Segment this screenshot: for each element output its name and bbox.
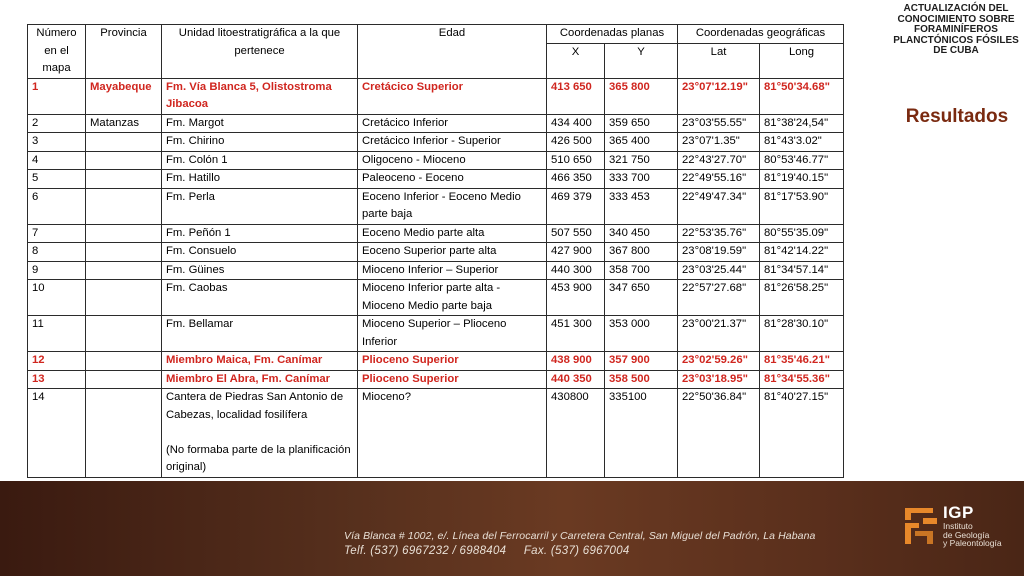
col-header-numero: Número en el mapa <box>28 25 86 79</box>
cell-long: 80°55'35.09" <box>760 224 844 243</box>
col-header-long: Long <box>760 43 844 78</box>
cell-y: 333 453 <box>605 188 678 224</box>
cell-unit: Fm. Vía Blanca 5, Olistostroma Jibacoa <box>162 78 358 114</box>
cell-y: 333 700 <box>605 170 678 189</box>
cell-y: 358 500 <box>605 370 678 389</box>
cell-num: 3 <box>28 133 86 152</box>
table-row <box>28 261 844 280</box>
cell-x: 453 900 <box>547 280 605 316</box>
footer-fax: Fax. (537) 6967004 <box>523 545 630 557</box>
cell-lat: 23°07'12.19" <box>678 78 760 114</box>
cell-x: 434 400 <box>547 114 605 133</box>
cell-y: 367 800 <box>605 243 678 262</box>
cell-edad: Eoceno Medio parte alta <box>358 224 547 243</box>
table-row <box>28 133 844 152</box>
cell-unit: Fm. Güines <box>162 261 358 280</box>
cell-prov <box>86 389 162 478</box>
cell-edad: Cretácico Superior <box>358 78 547 114</box>
table-row <box>28 243 844 262</box>
cell-long: 81°26'58.25" <box>760 280 844 316</box>
cell-x: 466 350 <box>547 170 605 189</box>
cell-edad: Cretácico Inferior <box>358 114 547 133</box>
cell-long: 81°40'27.15" <box>760 389 844 478</box>
cell-long: 81°42'14.22" <box>760 243 844 262</box>
table-row <box>28 114 844 133</box>
table-row <box>28 170 844 189</box>
cell-edad: Plioceno Superior <box>358 352 547 371</box>
cell-lat: 22°57'27.68" <box>678 280 760 316</box>
table-row <box>28 280 844 316</box>
cell-prov <box>86 188 162 224</box>
cell-lat: 23°07'1.35" <box>678 133 760 152</box>
logo-sub-line: y Paleontología <box>943 538 1002 548</box>
col-header-coord-geo: Coordenadas geográficas <box>678 25 844 44</box>
cell-long: 81°17'53.90" <box>760 188 844 224</box>
cell-x: 430800 <box>547 389 605 478</box>
table-row <box>28 370 844 389</box>
cell-num: 2 <box>28 114 86 133</box>
cell-prov <box>86 316 162 352</box>
cell-long: 81°34'55.36" <box>760 370 844 389</box>
cell-long: 81°38'24,54" <box>760 114 844 133</box>
cell-x: 427 900 <box>547 243 605 262</box>
cell-x: 451 300 <box>547 316 605 352</box>
cell-edad: Mioceno Inferior – Superior <box>358 261 547 280</box>
cell-edad: Plioceno Superior <box>358 370 547 389</box>
cell-y: 365 800 <box>605 78 678 114</box>
cell-lat: 23°03'25.44" <box>678 261 760 280</box>
cell-x: 426 500 <box>547 133 605 152</box>
cell-unit: Fm. Colón 1 <box>162 151 358 170</box>
cell-long: 81°19'40.15" <box>760 170 844 189</box>
col-header-provincia: Provincia <box>86 25 162 79</box>
cell-lat: 23°00'21.37" <box>678 316 760 352</box>
cell-x: 507 550 <box>547 224 605 243</box>
cell-unit: Miembro Maica, Fm. Canímar <box>162 352 358 371</box>
cell-unit-note: (No formaba parte de la planificación original) <box>166 443 351 473</box>
logo-sub-line: de Geología <box>943 529 990 540</box>
cell-y: 365 400 <box>605 133 678 152</box>
cell-edad: Paleoceno - Eoceno <box>358 170 547 189</box>
cell-num: 10 <box>28 280 86 316</box>
logo-subtitle <box>943 522 1002 548</box>
cell-prov <box>86 243 162 262</box>
cell-num: 7 <box>28 224 86 243</box>
cell-num: 8 <box>28 243 86 262</box>
cell-x: 469 379 <box>547 188 605 224</box>
table-row <box>28 188 844 224</box>
cell-num: 5 <box>28 170 86 189</box>
cell-edad: Eoceno Inferior - Eoceno Medio parte baja <box>358 188 547 224</box>
cell-unit: Fm. Caobas <box>162 280 358 316</box>
cell-lat: 22°50'36.84" <box>678 389 760 478</box>
side-title: ACTUALIZACIÓN DEL CONOCIMIENTO SOBRE FORAMINÍFEROS PLANCTÓNICOS FÓSILES DE CUBA <box>893 3 1019 56</box>
table-row <box>28 352 844 371</box>
cell-long: 80°53'46.77" <box>760 151 844 170</box>
cell-long: 81°34'57.14" <box>760 261 844 280</box>
table-row <box>28 78 844 114</box>
cell-unit: Fm. Perla <box>162 188 358 224</box>
footer-address: Vía Blanca # 1002, e/. Línea del Ferrocarril y Carretera Central, San Miguel del Padrón, La Habana <box>344 530 816 542</box>
cell-prov <box>86 170 162 189</box>
col-header-x: X <box>547 43 605 78</box>
cell-prov <box>86 133 162 152</box>
logo-sub-line: Instituto <box>943 521 973 531</box>
table-row <box>28 389 844 478</box>
cell-unit: Miembro El Abra, Fm. Canímar <box>162 370 358 389</box>
cell-edad: Eoceno Superior parte alta <box>358 243 547 262</box>
cell-long: 81°50'34.68" <box>760 78 844 114</box>
header-row <box>28 25 844 44</box>
cell-lat: 22°49'47.34" <box>678 188 760 224</box>
cell-unit: Fm. Chirino <box>162 133 358 152</box>
cell-lat: 23°03'18.95" <box>678 370 760 389</box>
cell-x: 440 350 <box>547 370 605 389</box>
cell-y: 359 650 <box>605 114 678 133</box>
cell-num: 1 <box>28 78 86 114</box>
cell-y: 340 450 <box>605 224 678 243</box>
cell-edad: Mioceno? <box>358 389 547 478</box>
cell-unit-text: Cantera de Piedras San Antonio de Cabezas, localidad fosilífera <box>166 391 344 421</box>
cell-num: 6 <box>28 188 86 224</box>
cell-prov <box>86 370 162 389</box>
cell-x: 413 650 <box>547 78 605 114</box>
cell-num: 9 <box>28 261 86 280</box>
cell-num: 13 <box>28 370 86 389</box>
cell-long: 81°28'30.10" <box>760 316 844 352</box>
cell-lat: 22°43'27.70" <box>678 151 760 170</box>
cell-lat: 22°53'35.76" <box>678 224 760 243</box>
cell-lat: 23°08'19.59" <box>678 243 760 262</box>
col-header-y: Y <box>605 43 678 78</box>
col-header-edad: Edad <box>358 25 547 79</box>
cell-unit: Fm. Peñón 1 <box>162 224 358 243</box>
cell-num: 4 <box>28 151 86 170</box>
cell-lat: 23°02'59.26" <box>678 352 760 371</box>
cell-unit: Fm. Bellamar <box>162 316 358 352</box>
cell-long: 81°43'3.02" <box>760 133 844 152</box>
cell-num: 11 <box>28 316 86 352</box>
table-row <box>28 316 844 352</box>
cell-unit: Fm. Margot <box>162 114 358 133</box>
cell-y: 358 700 <box>605 261 678 280</box>
cell-prov <box>86 261 162 280</box>
cell-y: 321 750 <box>605 151 678 170</box>
cell-prov: Matanzas <box>86 114 162 133</box>
cell-lat: 22°49'55.16" <box>678 170 760 189</box>
table-row <box>28 224 844 243</box>
igp-logo-icon <box>903 504 939 548</box>
cell-edad: Oligoceno - Mioceno <box>358 151 547 170</box>
cell-edad: Cretácico Inferior - Superior <box>358 133 547 152</box>
cell-x: 440 300 <box>547 261 605 280</box>
cell-x: 438 900 <box>547 352 605 371</box>
table-row <box>28 151 844 170</box>
logo-name: IGP <box>943 503 974 522</box>
footer-band <box>0 481 1024 576</box>
cell-prov <box>86 224 162 243</box>
col-header-lat: Lat <box>678 43 760 78</box>
results-table <box>27 24 844 478</box>
cell-long: 81°35'46.21" <box>760 352 844 371</box>
cell-unit: Fm. Consuelo <box>162 243 358 262</box>
footer-phone: Telf. (537) 6967232 / 6988404 <box>344 545 507 557</box>
cell-edad: Mioceno Superior – Plioceno Inferior <box>358 316 547 352</box>
cell-y: 357 900 <box>605 352 678 371</box>
cell-y: 347 650 <box>605 280 678 316</box>
cell-x: 510 650 <box>547 151 605 170</box>
col-header-coord-planas: Coordenadas planas <box>547 25 678 44</box>
cell-prov <box>86 151 162 170</box>
cell-unit: Fm. Hatillo <box>162 170 358 189</box>
cell-prov <box>86 352 162 371</box>
cell-prov: Mayabeque <box>86 78 162 114</box>
cell-y: 335100 <box>605 389 678 478</box>
cell-edad: Mioceno Inferior parte alta - Mioceno Medio parte baja <box>358 280 547 316</box>
cell-num: 14 <box>28 389 86 478</box>
cell-unit <box>162 389 358 478</box>
footer-contact <box>344 545 630 557</box>
cell-lat: 23°03'55.55" <box>678 114 760 133</box>
cell-y: 353 000 <box>605 316 678 352</box>
col-header-unidad: Unidad litoestratigráfica a la que pertenece <box>162 25 358 79</box>
cell-num: 12 <box>28 352 86 371</box>
cell-prov <box>86 280 162 316</box>
results-heading: Resultados <box>905 106 1009 127</box>
